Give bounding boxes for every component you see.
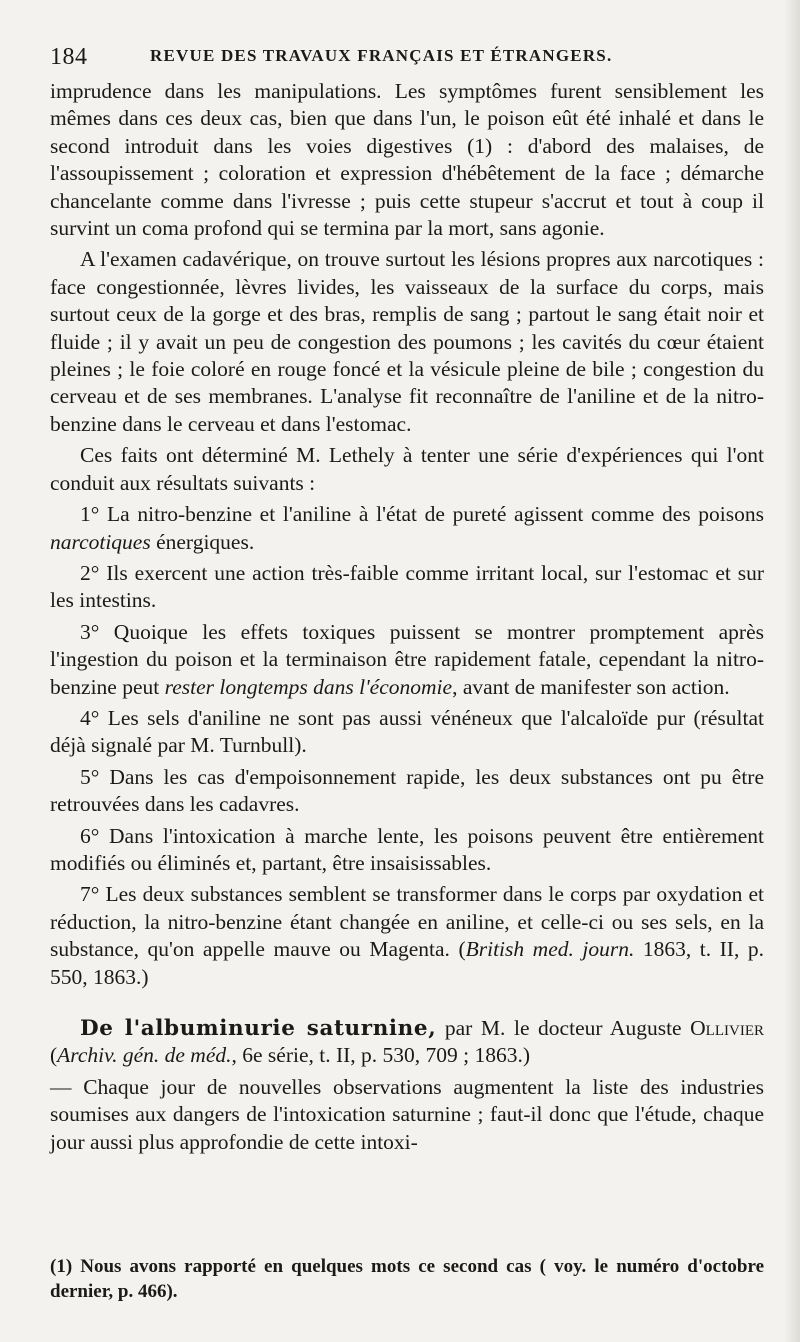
- result-item-5: 5° Dans les cas d'empoisonnement rapide, les deux substances ont pu être retrouvées dans les cadavres.: [50, 764, 764, 817]
- article-body: — Chaque jour de nouvelles observations augmentent la liste des industries soumises aux dangers de l'intoxication saturnine ; faut-il donc que l'étude, chaque jour aussi plus approfondie de cette intoxi-: [50, 1074, 764, 1154]
- body-text: [50, 78, 764, 1156]
- article-journal: Archiv. gén. de méd.: [57, 1043, 232, 1068]
- result-emphasis: rester longtemps dans l'économie: [164, 674, 453, 699]
- running-head: [50, 30, 764, 72]
- result-item-1: 1° La nitro-benzine et l'aniline à l'état de pureté agissent comme des poisons narcotiques énergiques.: [50, 502, 764, 554]
- paragraph-experiments-intro: Ces faits ont déterminé M. Lethely à tenter une série d'expériences qui l'ont conduit aux résultats suivants :: [50, 443, 764, 495]
- footnote: (1) Nous avons rapporté en quelques mots ce second cas ( voy. le numéro d'octobre dernier, p. 466).: [50, 1256, 764, 1302]
- page-number: 184: [50, 44, 88, 70]
- article-title: De l'albuminurie saturnine,: [80, 1016, 437, 1041]
- result-emphasis: narcotiques: [50, 529, 151, 554]
- paragraph-autopsy: A l'examen cadavérique, on trouve surtout les lésions propres aux narcotiques : face congestionnée, lèvres livides, les vaisseaux de la surface du corps, mais surtout ceux de la gorge et des bras, remplis de sang ; partout le sang était noir et fluide ; il y avait un peu de congestion des poumons ; les cavités du cœur étaient pleines ; le foie coloré en rouge foncé et la vésicule pleine de bile ; congestion du cerveau et de ses membranes. L'analyse fit reconnaître de l'aniline et de la nitro-benzine dans le cerveau et dans l'estomac.: [50, 247, 764, 436]
- page-edge-shadow: [784, 0, 800, 1342]
- result-item-6: 6° Dans l'intoxication à marche lente, les poisons peuvent être entièrement modifiés ou éliminés et, partant, être insaisissables.: [50, 823, 764, 875]
- journal-citation: British med. journ.: [465, 937, 635, 962]
- paragraph-symptoms: imprudence dans les manipulations. Les symptômes furent sensiblement les mêmes dans ces deux cas, bien que dans l'un, le poison eût été inhalé et dans le second introduit dans les voies digestives (1) : d'abord des malaises, de l'assoupissement ; coloration et expression d'hébêtement de la face ; démarche chancelante comme dans l'ivresse ; puis cette stupeur s'accrut et tout à coup il survint un coma profond qui se termina par la mort, sans agonie.: [50, 79, 764, 241]
- result-item-2: 2° Ils exercent une action très-faible comme irritant local, sur l'estomac et sur les intestins.: [50, 560, 764, 613]
- result-item-3: 3° Quoique les effets toxiques puissent se montrer promptement après l'ingestion du poison et la terminaison être rapidement fatale, cependant la nitro-benzine peut rester longtemps dans l'économie, avant de manifester son action.: [50, 619, 764, 699]
- article-heading: De l'albuminurie saturnine, par M. le docteur Auguste Ollivier (Archiv. gén. de méd., 6e série, t. II, p. 530, 709 ; 1863.): [50, 1016, 764, 1068]
- result-item-4: 4° Les sels d'aniline ne sont pas aussi vénéneux que l'alcaloïde pur (résultat déjà signalé par M. Turnbull).: [50, 705, 764, 758]
- article-author: Ollivier: [690, 1016, 764, 1040]
- running-title: REVUE DES TRAVAUX FRANÇAIS ET ÉTRANGERS.: [150, 46, 613, 65]
- result-item-7: 7° Les deux substances semblent se transformer dans le corps par oxydation et réduction, la nitro-benzine étant changée en aniline, et celle-ci ou ses sels, en la substance, qu'on appelle mauve ou Magenta. (British med. journ. 1863, t. II, p. 550, 1863.): [50, 882, 764, 989]
